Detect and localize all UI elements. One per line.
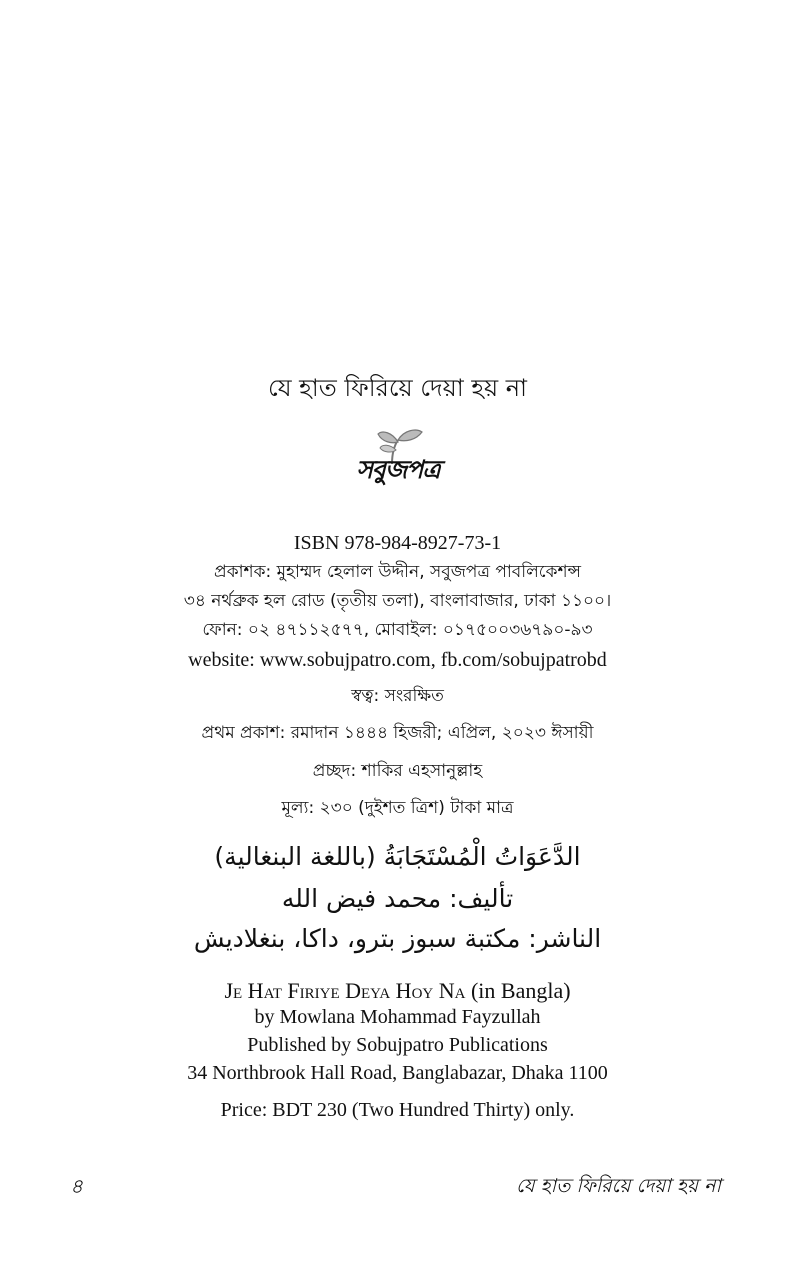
publisher-line: প্রকাশক: মুহাম্মদ হেলাল উদ্দীন, সবুজপত্র পাবলিকেশন্স bbox=[214, 562, 581, 582]
page-number: ৪ bbox=[70, 1174, 83, 1198]
book-title: যে হাত ফিরিয়ে দেয়া হয় না bbox=[267, 374, 527, 402]
cover-designer-line: প্রচ্ছদ: শাকির এহসানুল্লাহ bbox=[312, 761, 483, 781]
arabic-author: تأليف: محمد فيض الله bbox=[281, 884, 514, 913]
copyright-line: স্বত্ব: সংরক্ষিত bbox=[351, 686, 444, 706]
website-line: website: www.sobujpatro.com, fb.com/sobujpatrobd bbox=[188, 649, 607, 671]
english-title-line bbox=[0, 976, 795, 1005]
address-line: ৩৪ নর্থব্রুক হল রোড (তৃতীয় তলা), বাংলাবাজার, ঢাকা ১১০০। bbox=[183, 591, 612, 611]
publisher-logo bbox=[352, 428, 444, 498]
phone-line: ফোন: ০২ ৪৭১১২৫৭৭, মোবাইল: ০১৭৫০০৩৬৭৯০-৯৩ bbox=[202, 620, 593, 640]
english-price: Price: BDT 230 (Two Hundred Thirty) only. bbox=[220, 1099, 575, 1121]
isbn: ISBN 978-984-8927-73-1 bbox=[293, 532, 502, 554]
price-bangla-line: মূল্য: ২৩০ (দুইশত ত্রিশ) টাকা মাত্র bbox=[281, 798, 514, 818]
english-author: by Mowlana Mohammad Fayzullah bbox=[254, 1006, 541, 1028]
running-title: যে হাত ফিরিয়ে দেয়া হয় না bbox=[515, 1175, 721, 1197]
logo-text: সবুজপত্র bbox=[356, 455, 440, 484]
english-title: Je Hat Firiye Deya Hoy Na bbox=[224, 978, 466, 1003]
english-address: 34 Northbrook Hall Road, Banglabazar, Dhaka 1100 bbox=[187, 1062, 608, 1084]
english-title-suffix: (in Bangla) bbox=[465, 978, 571, 1003]
arabic-title: الدَّعَوَاتُ الْمُسْتَجَابَةُ (باللغة البنغالية) bbox=[214, 842, 581, 871]
first-edition-line: প্রথম প্রকাশ: রমাদান ১৪৪৪ হিজরী; এপ্রিল, ২০২৩ ঈসায়ী bbox=[201, 723, 594, 743]
arabic-publisher: الناشر: مكتبة سبوز بترو، داكا، بنغلاديش bbox=[193, 924, 602, 953]
english-publisher: Published by Sobujpatro Publications bbox=[247, 1034, 548, 1056]
